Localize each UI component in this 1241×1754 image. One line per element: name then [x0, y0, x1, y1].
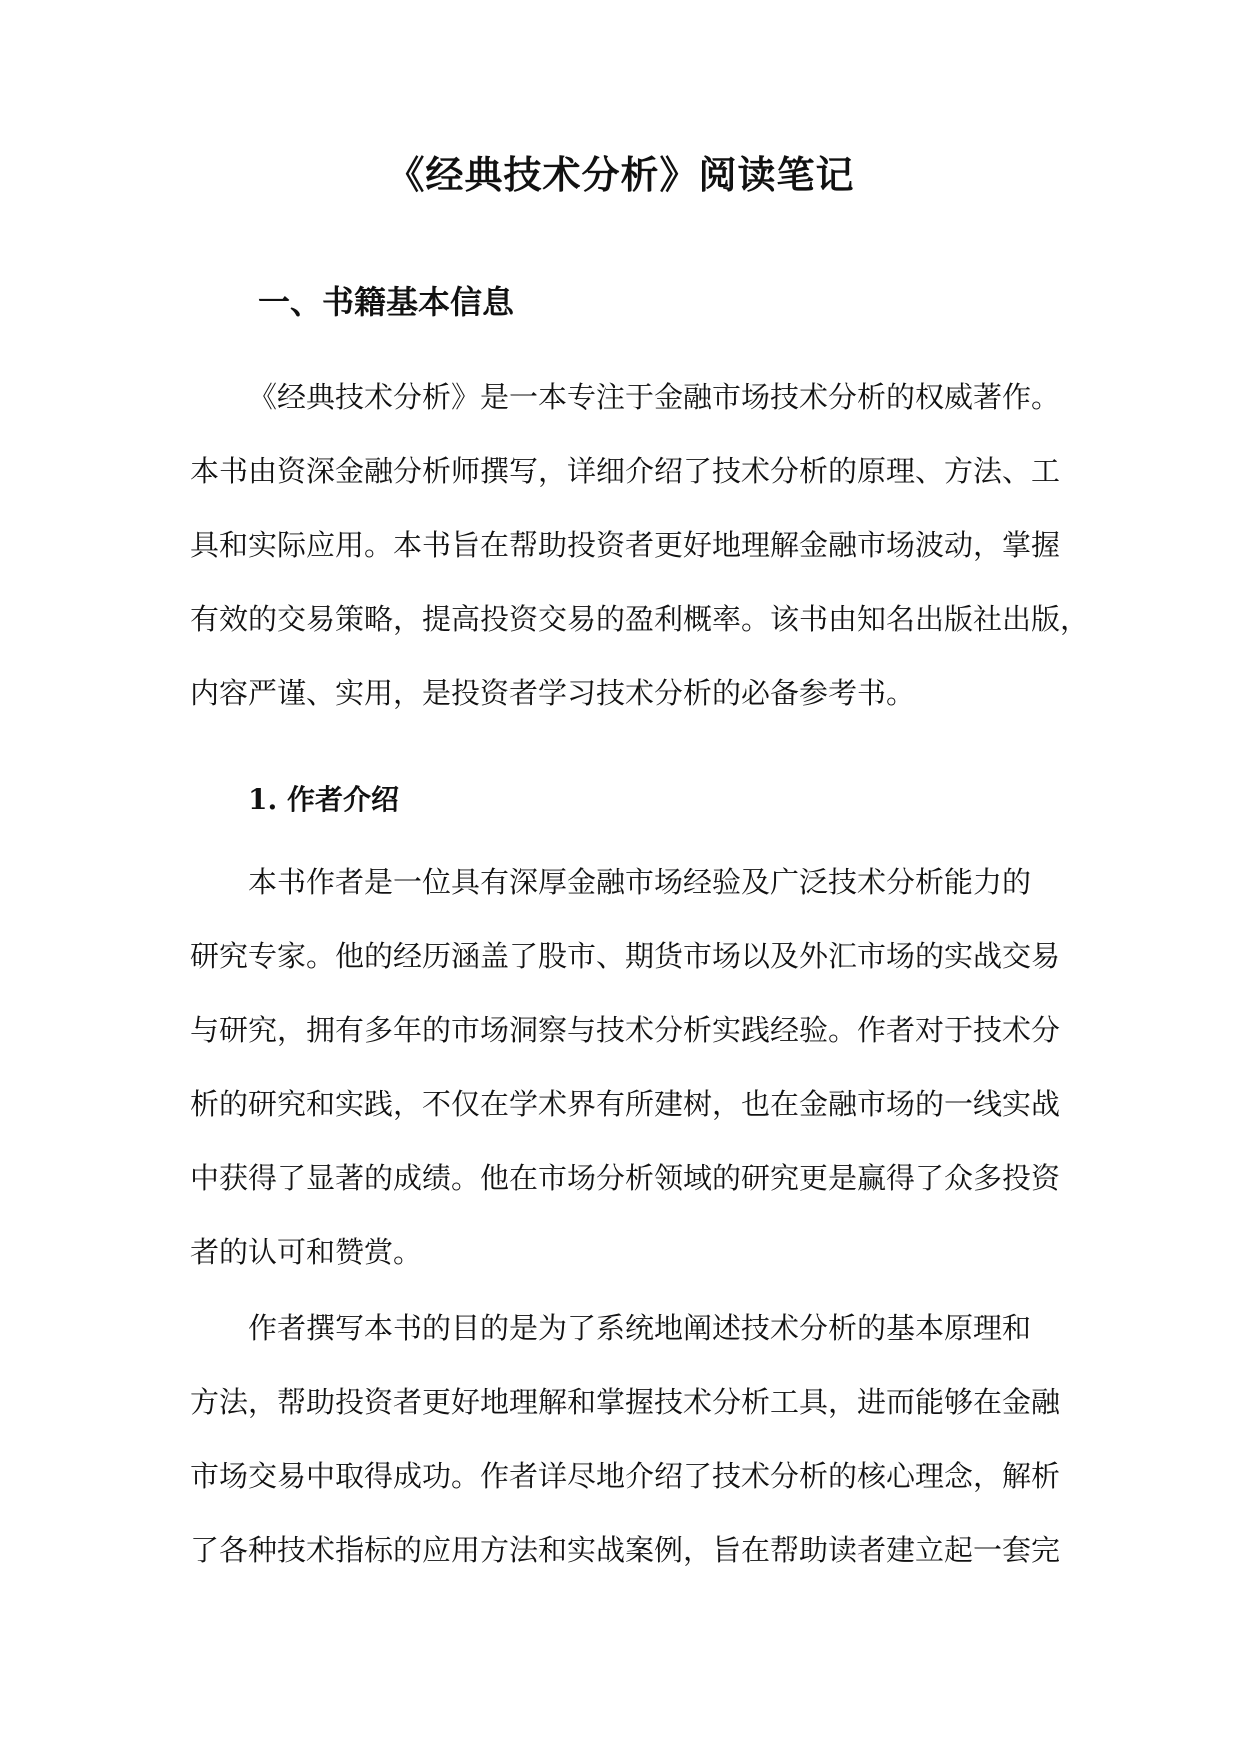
paragraph-line: 了各种技术指标的应用方法和实战案例，旨在帮助读者建立起一套完	[190, 1533, 1061, 1567]
paragraph-author-1	[190, 845, 1060, 1289]
paragraph-line: 与研究，拥有多年的市场洞察与技术分析实践经验。作者对于技术分	[190, 1013, 1061, 1047]
document-title: 《经典技术分析》阅读笔记	[386, 152, 855, 197]
paragraph-line: 《经典技术分析》是一本专注于金融市场技术分析的权威著作。	[248, 380, 1061, 414]
subsection-heading-author: 1. 作者介绍	[248, 783, 399, 816]
paragraph-line: 中获得了显著的成绩。他在市场分析领域的研究更是赢得了众多投资	[190, 1161, 1061, 1195]
paragraph-line: 市场交易中取得成功。作者详尽地介绍了技术分析的核心理念，解析	[190, 1459, 1061, 1493]
paragraph-line: 具和实际应用。本书旨在帮助投资者更好地理解金融市场波动，掌握	[190, 528, 1061, 562]
paragraph-line: 作者撰写本书的目的是为了系统地阐述技术分析的基本原理和	[248, 1311, 1032, 1345]
paragraph-line: 方法，帮助投资者更好地理解和掌握技术分析工具，进而能够在金融	[190, 1385, 1061, 1419]
paragraph-line: 研究专家。他的经历涵盖了股市、期货市场以及外汇市场的实战交易	[190, 939, 1061, 973]
paragraph-line: 本书由资深金融分析师撰写，详细介绍了技术分析的原理、方法、工	[190, 454, 1061, 488]
paragraph-author-2	[190, 1291, 1060, 1587]
paragraph-line: 有效的交易策略，提高投资交易的盈利概率。该书由知名出版社出版，	[190, 602, 1090, 636]
paragraph-line: 者的认可和赞赏。	[190, 1235, 423, 1269]
section-heading-book-info: 一、书籍基本信息	[258, 283, 515, 321]
paragraph-line: 内容严谨、实用，是投资者学习技术分析的必备参考书。	[190, 676, 916, 710]
paragraph-line: 析的研究和实践，不仅在学术界有所建树，也在金融市场的一线实战	[190, 1087, 1061, 1121]
paragraph-line: 本书作者是一位具有深厚金融市场经验及广泛技术分析能力的	[248, 865, 1032, 899]
paragraph-book-info	[190, 360, 1090, 730]
